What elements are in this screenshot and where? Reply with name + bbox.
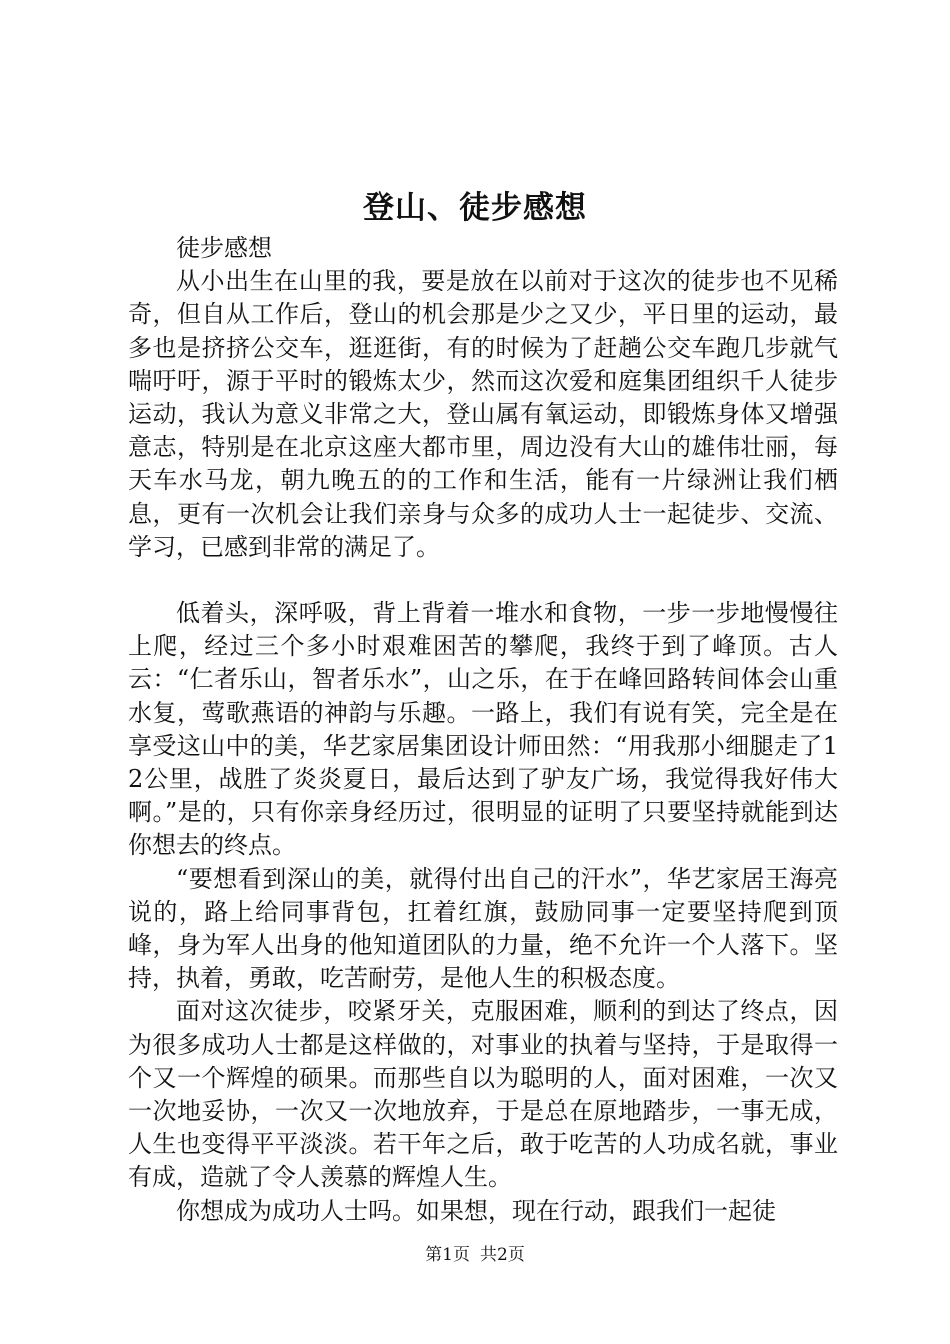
document-body [128,232,838,1228]
page-footer [0,1243,950,1267]
paragraph: 从小出生在山里的我，要是放在以前对于这次的徒步也不见稀奇，但自从工作后，登山的机会那是少之又少，平日里的运动，最多也是挤挤公交车，逛逛街，有的时候为了赶趟公交车跑几步就气喘吁吁，源于平时的锻炼太少，然而这次爱和庭集团组织千人徒步运动，我认为意义非常之大，登山属有氧运动，即锻炼身体又增强意志，特别是在北京这座大都市里，周边没有大山的雄伟壮丽，每天车水马龙，朝九晚五的的工作和生活，能有一片绿洲让我们栖息，更有一次机会让我们亲身与众多的成功人士一起徒步、交流、学习，已感到非常的满足了。 [128,267,838,561]
document-title: 登山、徒步感想 [363,190,587,226]
paragraph: 面对这次徒步，咬紧牙关，克服困难，顺利的到达了终点，因为很多成功人士都是这样做的，对事业的执着与坚持，于是取得一个又一个辉煌的硕果。而那些自以为聪明的人，面对困难，一次又一次地妥协，一次又一次地放弃，于是总在原地踏步，一事无成，人生也变得平平淡淡。若干年之后，敢于吃苦的人功成名就，事业有成，造就了令人羡慕的辉煌人生。 [128,997,838,1192]
paragraph: “要想看到深山的美，就得付出自己的汗水”，华艺家居王海亮说的，路上给同事背包，扛着红旗，鼓励同事一定要坚持爬到顶峰，身为军人出身的他知道团队的力量，绝不允许一个人落下。坚持，执着，勇敢，吃苦耐劳，是他人生的积极态度。 [128,864,838,993]
page-total: 共2页 [480,1245,525,1265]
paragraph: 你想成为成功人士吗。如果想，现在行动，跟我们一起徒 [176,1196,776,1225]
paragraph-subtitle: 徒步感想 [176,234,272,262]
paragraph: 低着头，深呼吸，背上背着一堆水和食物，一步一步地慢慢往上爬，经过三个多小时艰难困苦的攀爬，我终于到了峰顶。古人云：“仁者乐山，智者乐水”，山之乐，在于在峰回路转间体会山重水复，莺歌燕语的神韵与乐趣。一路上，我们有说有笑，完全是在享受这山中的美，华艺家居集团设计师田然：“用我那小细腿走了12公里，战胜了炎炎夏日，最后达到了驴友广场，我觉得我好伟大啊。”是的，只有你亲身经历过，很明显的证明了只要坚持就能到达你想去的终点。 [128,599,838,860]
page-number: 第1页 [425,1245,470,1265]
